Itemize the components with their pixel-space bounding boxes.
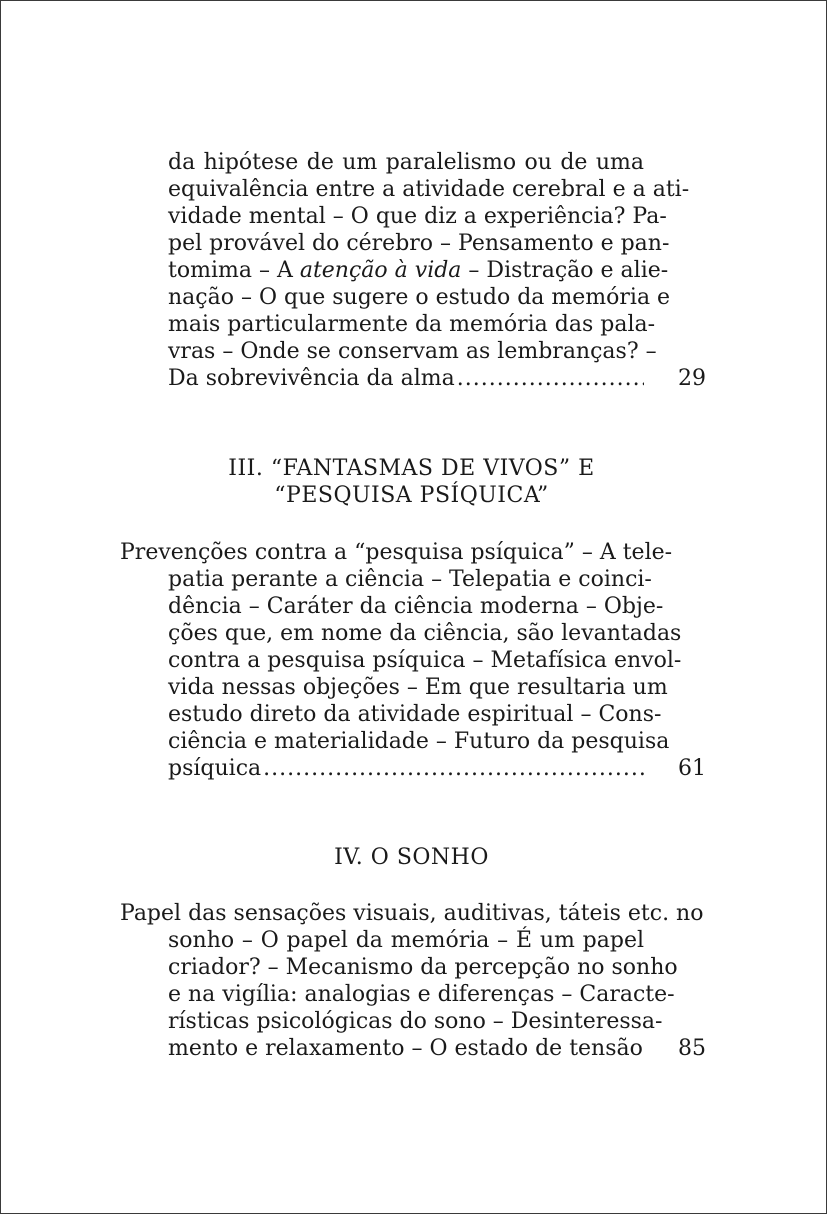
toc-line: da hipótese de um paralelismo ou de uma xyxy=(168,150,644,175)
toc-line: vras – Onde se conservam as lembranças? – xyxy=(168,339,657,364)
italic-title: atenção à vida xyxy=(299,258,462,283)
toc-line: contra a pesquisa psíquica – Metafísica envol- xyxy=(168,648,682,673)
section-heading: III. “FANTASMAS DE VIVOS” E xyxy=(228,456,595,481)
toc-line: sonho – O papel da memória – É um papel xyxy=(168,928,644,953)
page-number: 85 xyxy=(678,1036,706,1061)
toc-line: nação – O que sugere o estudo da memória e xyxy=(168,285,671,310)
toc-last-line xyxy=(168,1035,644,1062)
toc-last-line xyxy=(168,365,644,392)
toc-last-line xyxy=(168,755,644,782)
section-heading: “PESQUISA PSÍQUICA” xyxy=(274,483,549,508)
leader-dots xyxy=(263,755,644,782)
toc-line: patia perante a ciência – Telepatia e coinci- xyxy=(168,567,652,592)
toc-text: Da sobrevivência da alma xyxy=(168,366,455,391)
page-number: 61 xyxy=(678,756,706,781)
toc-line: criador? – Mecanismo da percepção no sonho xyxy=(168,955,678,980)
toc-line-italic xyxy=(168,257,669,284)
toc-line: rísticas psicológicas do sono – Desinteressa- xyxy=(168,1009,663,1034)
toc-line: mais particularmente da memória das pala- xyxy=(168,312,656,337)
toc-line: vidade mental – O que diz a experiência? Pa- xyxy=(168,204,667,229)
toc-text: – Distração e alie- xyxy=(461,258,669,283)
page-number: 29 xyxy=(678,366,706,391)
section-heading: IV. O SONHO xyxy=(334,845,489,870)
toc-line: ções que, em nome da ciência, são levantadas xyxy=(168,621,682,646)
toc-first-line: Prevenções contra a “pesquisa psíquica” – A tele- xyxy=(120,540,673,565)
toc-text: psíquica xyxy=(168,756,262,781)
toc-line: pel provável do cérebro – Pensamento e pan- xyxy=(168,231,670,256)
toc-line: vida nessas objeções – Em que resultaria um xyxy=(168,675,668,700)
toc-line: estudo direto da atividade espiritual – Cons- xyxy=(168,702,662,727)
toc-text: tomima – A xyxy=(168,258,300,283)
toc-line: e na vigília: analogias e diferenças – Caracte- xyxy=(168,982,675,1007)
leader-dots xyxy=(457,365,644,392)
toc-line: dência – Caráter da ciência moderna – Obje- xyxy=(168,594,664,619)
toc-line: equivalência entre a atividade cerebral e a ati- xyxy=(168,177,690,202)
toc-first-line: Papel das sensações visuais, auditivas, táteis etc. no xyxy=(120,901,704,926)
toc-text: mento e relaxamento – O estado de tensão xyxy=(168,1036,643,1061)
toc-line: ciência e materialidade – Futuro da pesquisa xyxy=(168,729,670,754)
